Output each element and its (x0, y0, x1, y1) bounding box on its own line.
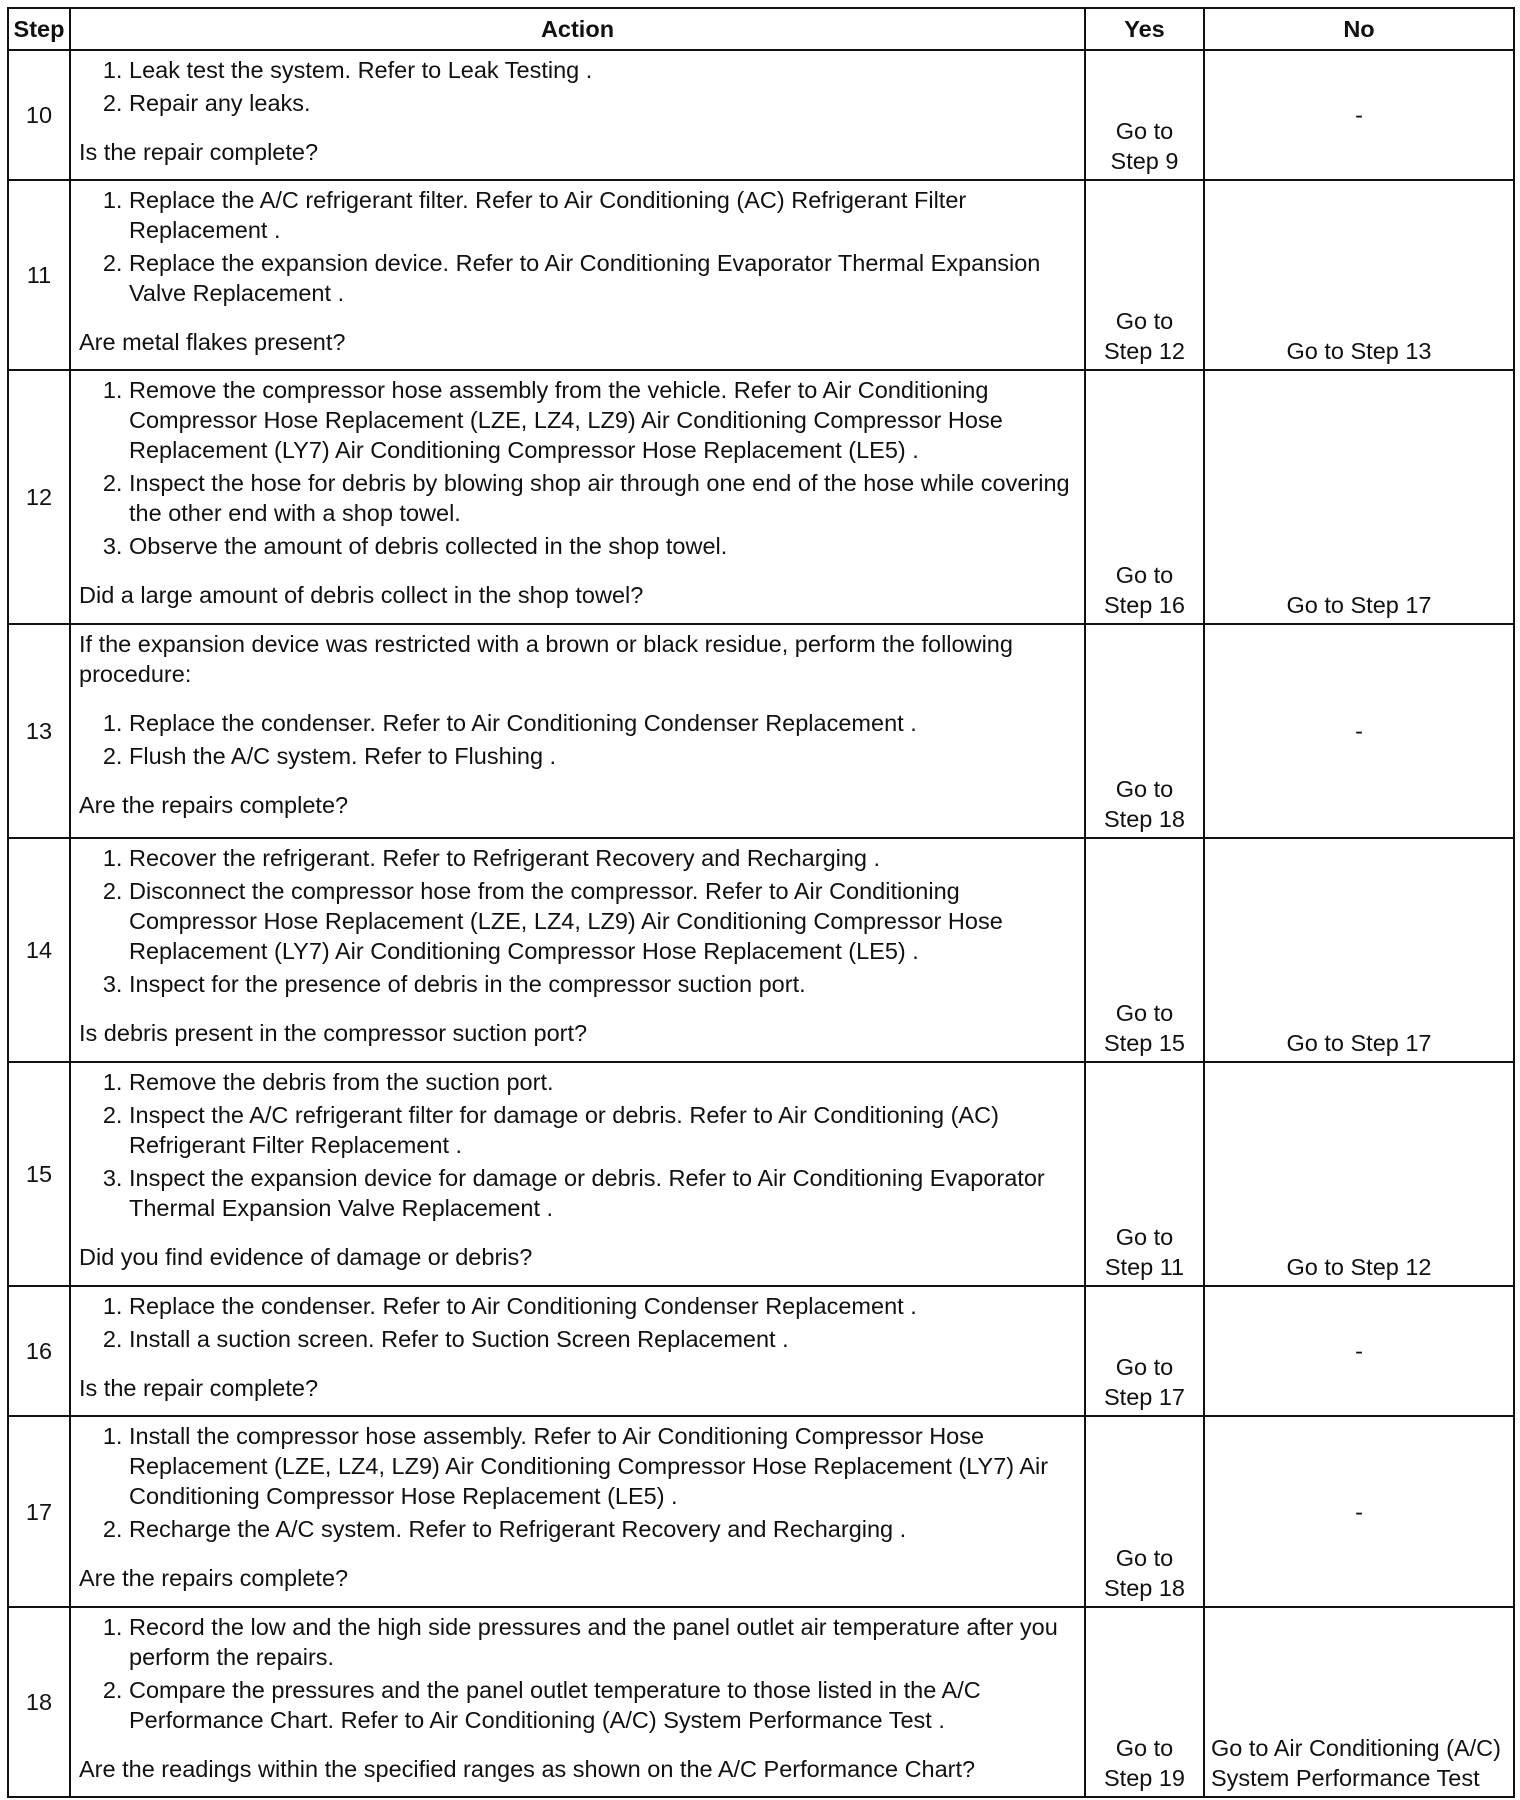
table-row (8, 370, 1514, 624)
yes-goto-step: Step 12 (1103, 338, 1185, 364)
action-list (79, 843, 1074, 999)
header-no: No (1204, 8, 1514, 50)
yes-goto-step: Step 16 (1103, 592, 1185, 618)
action-cell (70, 50, 1085, 180)
action-question: Are the readings within the specified ranges as shown on the A/C Performance Chart? (79, 1756, 976, 1782)
action-cell (70, 370, 1085, 624)
yes-cell (1085, 50, 1204, 180)
action-item: 2. Repair any leaks. (129, 88, 1074, 118)
header-step: Step (8, 8, 70, 50)
yes-goto-label: Go to (1115, 1224, 1174, 1250)
yes-goto-label: Go to (1115, 1000, 1174, 1026)
header-yes: Yes (1085, 8, 1204, 50)
yes-cell (1085, 1286, 1204, 1416)
action-item: 3. Inspect for the presence of debris in the compressor suction port. (129, 969, 1074, 999)
no-cell: Go to Air Conditioning (A/C) System Performance Test (1204, 1607, 1514, 1797)
action-list (79, 185, 1074, 308)
yes-goto-step: Step 17 (1103, 1384, 1185, 1410)
yes-goto-step: Step 18 (1103, 1575, 1185, 1601)
action-question: Did you find evidence of damage or debris? (79, 1244, 533, 1270)
action-item: 1. Remove the debris from the suction port. (129, 1067, 1074, 1097)
yes-goto-step: Step 11 (1104, 1254, 1185, 1280)
action-item: 2. Inspect the A/C refrigerant filter for damage or debris. Refer to Air Conditioning (AC) Refrigerant Filter Replacement . (129, 1100, 1074, 1160)
action-cell (70, 180, 1085, 370)
yes-cell (1085, 1607, 1204, 1797)
action-item: 1. Install the compressor hose assembly. Refer to Air Conditioning Compressor Hose Replacement (LZE, LZ4, LZ9) Air Conditioning Compressor Hose Replacement (LY7) Air Conditioning Compressor Hose Replacement (LE5) . (129, 1421, 1074, 1511)
table-row (8, 50, 1514, 180)
yes-cell (1085, 1416, 1204, 1607)
no-cell: - (1204, 624, 1514, 838)
action-item: 1. Remove the compressor hose assembly from the vehicle. Refer to Air Conditioning Compressor Hose Replacement (LZE, LZ4, LZ9) Air Conditioning Compressor Hose Replacement (LY7) Air Conditioning Compressor Hose Replacement (LE5) . (129, 375, 1074, 465)
yes-goto-label: Go to (1115, 308, 1174, 334)
table-row (8, 1607, 1514, 1797)
action-list (79, 1612, 1074, 1735)
action-cell (70, 1062, 1085, 1286)
yes-goto-step: Step 19 (1103, 1765, 1185, 1791)
step-number: 14 (8, 838, 70, 1062)
action-intro: If the expansion device was restricted with a brown or black residue, perform the following procedure: (79, 631, 1013, 687)
action-item: 2. Compare the pressures and the panel outlet temperature to those listed in the A/C Performance Chart. Refer to Air Conditioning (A/C) System Performance Test . (129, 1675, 1074, 1735)
action-item: 2. Inspect the hose for debris by blowing shop air through one end of the hose while covering the other end with a shop towel. (129, 468, 1074, 528)
action-cell (70, 624, 1085, 838)
yes-cell (1085, 624, 1204, 838)
step-number: 16 (8, 1286, 70, 1416)
action-list (79, 708, 1074, 771)
step-number: 11 (8, 180, 70, 370)
action-question: Is the repair complete? (79, 1375, 319, 1401)
no-cell: Go to Step 12 (1204, 1062, 1514, 1286)
action-item: 1. Replace the A/C refrigerant filter. Refer to Air Conditioning (AC) Refrigerant Filter Replacement . (129, 185, 1074, 245)
yes-goto-step: Step 18 (1103, 806, 1185, 832)
step-number: 15 (8, 1062, 70, 1286)
table-row (8, 1062, 1514, 1286)
action-question: Is debris present in the compressor suction port? (79, 1020, 588, 1046)
action-item: 1. Replace the condenser. Refer to Air Conditioning Condenser Replacement . (129, 708, 1074, 738)
action-list (79, 1291, 1074, 1354)
yes-cell (1085, 370, 1204, 624)
no-cell: - (1204, 1286, 1514, 1416)
action-cell (70, 1286, 1085, 1416)
action-item: 1. Replace the condenser. Refer to Air Conditioning Condenser Replacement . (129, 1291, 1074, 1321)
step-number: 17 (8, 1416, 70, 1607)
header-action: Action (70, 8, 1085, 50)
action-list (79, 375, 1074, 561)
action-question: Are the repairs complete? (79, 1565, 349, 1591)
action-item: 1. Record the low and the high side pressures and the panel outlet air temperature after you perform the repairs. (129, 1612, 1074, 1672)
yes-goto-label: Go to (1115, 1354, 1174, 1380)
yes-cell (1085, 838, 1204, 1062)
yes-goto-label: Go to (1115, 1545, 1174, 1571)
yes-cell (1085, 1062, 1204, 1286)
no-cell: Go to Step 13 (1204, 180, 1514, 370)
action-item: 1. Leak test the system. Refer to Leak Testing . (129, 55, 1074, 85)
table-row (8, 1416, 1514, 1607)
yes-goto-label: Go to (1115, 562, 1174, 588)
no-cell: Go to Step 17 (1204, 838, 1514, 1062)
action-question: Are the repairs complete? (79, 792, 349, 818)
action-cell (70, 838, 1085, 1062)
action-list (79, 55, 1074, 118)
table-row (8, 624, 1514, 838)
action-item: 2. Flush the A/C system. Refer to Flushing . (129, 741, 1074, 771)
action-question: Is the repair complete? (79, 139, 319, 165)
action-item: 2. Disconnect the compressor hose from the compressor. Refer to Air Conditioning Compressor Hose Replacement (LZE, LZ4, LZ9) Air Conditioning Compressor Hose Replacement (LY7) Air Conditioning Compressor Hose Replacement (LE5) . (129, 876, 1074, 966)
yes-goto-step: Step 15 (1103, 1030, 1185, 1056)
no-cell: Go to Step 17 (1204, 370, 1514, 624)
table-row (8, 1286, 1514, 1416)
step-number: 10 (8, 50, 70, 180)
action-item: 3. Inspect the expansion device for damage or debris. Refer to Air Conditioning Evaporator Thermal Expansion Valve Replacement . (129, 1163, 1074, 1223)
action-cell (70, 1416, 1085, 1607)
yes-cell (1085, 180, 1204, 370)
action-list (79, 1421, 1074, 1544)
action-question: Are metal flakes present? (79, 329, 346, 355)
yes-goto-label: Go to (1115, 118, 1174, 144)
action-item: 3. Observe the amount of debris collected in the shop towel. (129, 531, 1074, 561)
action-list (79, 1067, 1074, 1223)
action-question: Did a large amount of debris collect in the shop towel? (79, 582, 644, 608)
action-item: 2. Install a suction screen. Refer to Suction Screen Replacement . (129, 1324, 1074, 1354)
yes-goto-label: Go to (1115, 1735, 1174, 1761)
no-cell: - (1204, 1416, 1514, 1607)
yes-goto-step: Step 9 (1110, 148, 1179, 174)
action-cell (70, 1607, 1085, 1797)
step-number: 12 (8, 370, 70, 624)
action-item: 2. Recharge the A/C system. Refer to Refrigerant Recovery and Recharging . (129, 1514, 1074, 1544)
header-row (8, 8, 1514, 50)
table-row (8, 180, 1514, 370)
step-number: 18 (8, 1607, 70, 1797)
yes-goto-label: Go to (1115, 776, 1174, 802)
action-item: 2. Replace the expansion device. Refer to Air Conditioning Evaporator Thermal Expansion Valve Replacement . (129, 248, 1074, 308)
no-cell: - (1204, 50, 1514, 180)
action-item: 1. Recover the refrigerant. Refer to Refrigerant Recovery and Recharging . (129, 843, 1074, 873)
diagnostic-table (7, 7, 1515, 1798)
table-row (8, 838, 1514, 1062)
step-number: 13 (8, 624, 70, 838)
